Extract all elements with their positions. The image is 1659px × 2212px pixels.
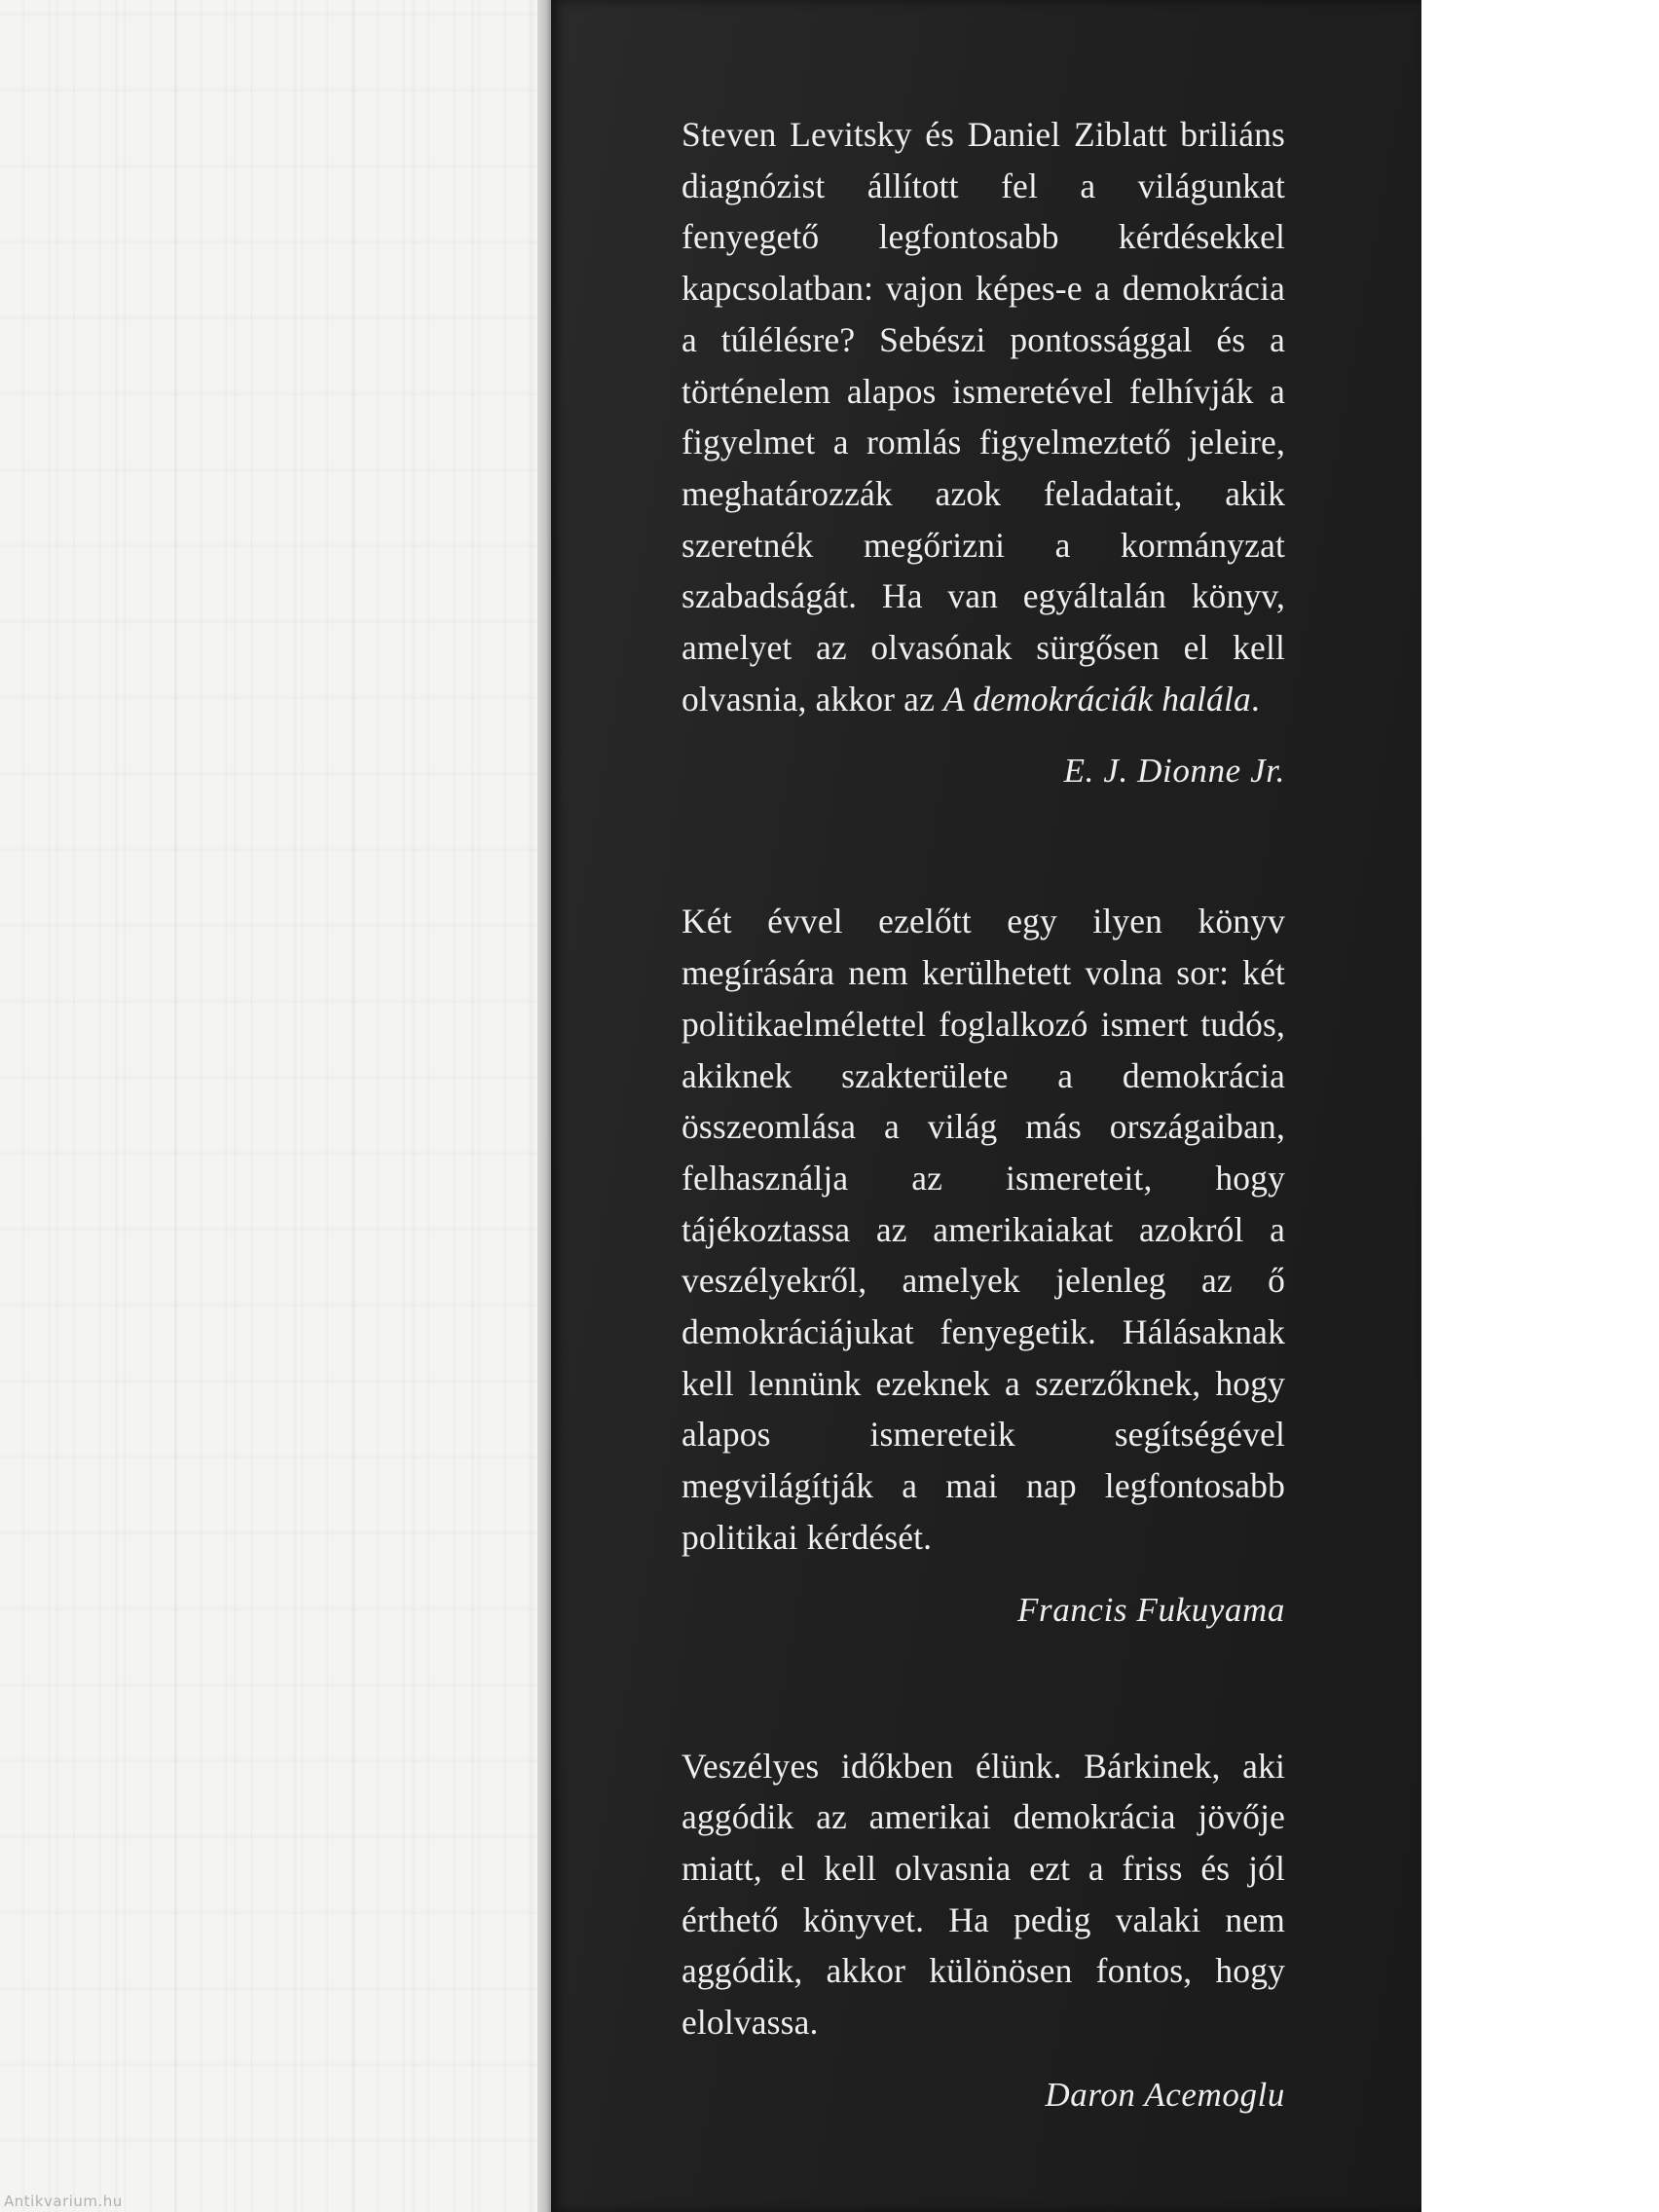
blurb-text-dionne-main: Steven Levitsky és Daniel Ziblatt briliáns diagnózist állított fel a világunkat fenyegető legfontosabb kérdésekkel kapcsolatban: vajon képes-e a demokrácia a túlélésre? Sebészi pontossággal és a történelem alapos ismeretével felhívják a figyelmet a romlás figyelmeztető jeleire, meghatározzák azok feladatait, akik szeretnék megőrizni a kormányzat szabadságát. Ha van egyáltalán könyv, amelyet az olvasónak sürgősen el kell olvasnia, akkor az xyxy=(682,115,1285,719)
blurb-author-acemoglu: Daron Acemoglu xyxy=(1045,2075,1285,2114)
blurb-text-acemoglu: Veszélyes időkben élünk. Bárkinek, aki aggódik az amerikai demokrácia jövője miatt, el kell olvasnia ezt a friss és jól érthető könyvet. Ha pedig valaki nem aggódik, akkor különösen fontos, hogy elolvassa. xyxy=(682,1746,1285,2043)
blurb-author-dionne: E. J. Dionne Jr. xyxy=(1063,752,1285,791)
blurb-text-dionne xyxy=(682,109,1285,724)
book-page-edge xyxy=(537,0,551,2212)
right-white-background xyxy=(1421,0,1659,2212)
wood-tabletop-background xyxy=(0,0,545,2212)
watermark-logo: Antikvarium.hu xyxy=(4,2193,123,2210)
blurb-author-fukuyama: Francis Fukuyama xyxy=(1017,1590,1285,1629)
blurb-column xyxy=(682,109,1285,2120)
blurb-text-dionne-end: . xyxy=(1250,679,1260,719)
book-title-reference: A demokráciák halála xyxy=(943,679,1251,719)
blurb-text-fukuyama: Két évvel ezelőtt egy ilyen könyv megírására nem kerülhetett volna sor: két politikaelmélettel foglalkozó ismert tudós, akiknek szakterülete a demokrácia összeomlása a világ más országaiban, felhasználja az ismereteit, hogy tájékoztassa az amerikaiakat azokról a veszélyekről, amelyek jelenleg az ő demokráciájukat fenyegetik. Hálásaknak kell lennünk ezeknek a szerzőknek, hogy alapos ismereteik segítségével megvilágítják a mai nap legfontosabb politikai kérdését. xyxy=(682,902,1285,1557)
